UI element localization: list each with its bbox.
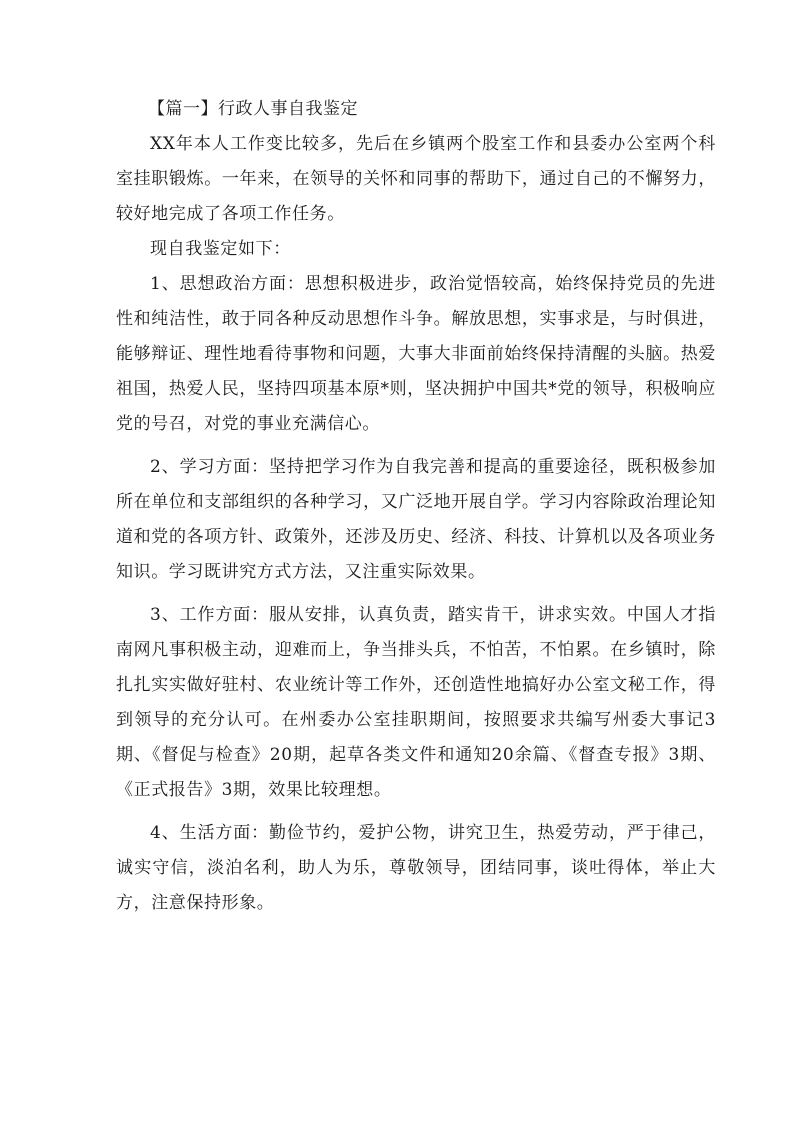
paragraph-spacer [116, 590, 716, 598]
paragraph-work: 3、工作方面：服从安排，认真负责，踏实肯干，讲求实效。中国人才指南网凡事积极主动，迎难而上，争当排头兵，不怕苦，不怕累。在乡镇时，除扎扎实实做好驻村、农业统计等工作外，还创造性地搞好办公室文秘工作，得到领导的充分认可。在州委办公室挂职期间，按照要求共编写州委大事记3期、《督促与检查》20期，起草各类文件和通知20余篇、《督查专报》3期、《正式报告》3期，效果比较理想。 [116, 605, 716, 800]
paragraph-life: 4、生活方面：勤俭节约，爱护公物，讲究卫生，热爱劳动，严于律己，诚实守信，淡泊名利，助人为乐，尊敬领导，团结同事，谈吐得体，举止大方，注意保持形象。 [116, 823, 716, 913]
paragraph-spacer [116, 808, 716, 816]
paragraph-intro: XX年本人工作变比较多，先后在乡镇两个股室工作和县委办公室两个科室挂职锻炼。一年来，在领导的关怀和同事的帮助下，通过自己的不懈努力，较好地完成了各项工作任务。 [116, 134, 716, 224]
document-title: 【篇一】行政人事自我鉴定 [148, 99, 358, 119]
paragraph-lead-in: 现自我鉴定如下： [150, 239, 291, 259]
paragraph-study: 2、学习方面：坚持把学习作为自我完善和提高的重要途径，既积极参加所在单位和支部组织的各种学习，又广泛地开展自学。学习内容除政治理论知道和党的各项方针、政策外，还涉及历史、经济、科技、计算机以及各项业务知识。学习既讲究方式方法，又注重实际效果。 [116, 457, 716, 582]
document-page [116, 92, 716, 921]
paragraph-political: 1、思想政治方面：思想积极进步，政治觉悟较高，始终保持党员的先进性和纯洁性，敢于同各种反动思想作斗争。解放思想，实事求是，与时俱进，能够辩证、理性地看待事物和问题，大事大非面前始终保持清醒的头脑。热爱祖国，热爱人民，坚持四项基本原*则，坚决拥护中国共*党的领导，积极响应党的号召，对党的事业充满信心。 [116, 274, 716, 434]
paragraph-spacer [116, 442, 716, 450]
